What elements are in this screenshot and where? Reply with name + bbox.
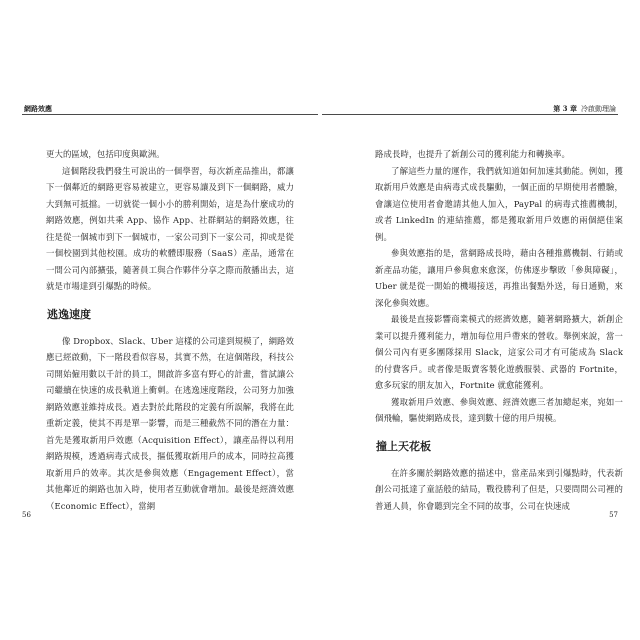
right-page — [375, 146, 623, 514]
header-rule-right — [322, 114, 618, 115]
page-number-left: 56 — [22, 511, 31, 519]
paragraph: 參與效應指的是，當網路成長時，藉由各種推薦機制、行銷或新產品功能，讓用戶參與愈來愈深，仿佛逐步擊敗「參與障礙」，Uber 就是從一開始的機場接送，再推出餐點外送，每日通勤，來深化參與效應。 — [375, 248, 623, 308]
chapter-label: 第 3 章 — [553, 104, 577, 113]
page-number-right: 57 — [609, 511, 618, 519]
paragraph: 這個階段我們發生可說出的一個學習，每次新產品推出，都讓下一個鄰近的網路更容易被建立，更容易讓及到下一個網路，威力大到無可抵擋。一切就從一個小小的勝利開始，這是為什麼成功的網路效應，例如共乘 App、協作 App、社群網站的網路效應，往往是從一個城市到下一個城市，一家公司到下一家公司，抑或是從一個校園到其他校園。成功的軟體即服務（SaaS）產品，通常在一間公司內部擴張，隨著員工與合作夥伴分享之際而散播出去，這就是市場達到引爆點的時候。 — [46, 165, 294, 291]
paragraph: 在許多關於網路效應的描述中，當產品來到引爆點時，代表新創公司抵達了童話般的結局，戰役勝利了但是，只要問問公司裡的普通人員，你會聽到完全不同的故事，公司在快速成 — [375, 467, 623, 511]
paragraph: 了解這些力量的運作，我們就知道如何加速其動能。例如，獲取新用戶效應是由病毒式成長驅動，一個正面的早期使用者體驗，會讓這位使用者會邀請其他人加入，PayPal 的病毒式推薦機制，或者 LinkedIn 的連結推薦，都是獲取新用戶效應的兩個絕佳案例。 — [375, 165, 623, 242]
paragraph: 路成長時，也提升了新創公司的獲利能力和轉換率。 — [375, 149, 570, 159]
left-page — [46, 146, 294, 514]
paragraph: 獲取新用戶效應、參與效應、經濟效應三者加總起來，宛如一個飛輪，驅使網路成長，達到數十億的用戶規模。 — [375, 396, 623, 423]
paragraph: 更大的區域，包括印度與歐洲。 — [46, 149, 165, 159]
paragraph: 最後是直接影響商業模式的經濟效應，隨著網路擴大，新創企業可以提升獲利能力，增加每位用戶帶來的營收。舉例來說，當一個公司內有更多團隊採用 Slack，這家公司才有可能成為 Slack 的付費客戶。或者像是販賣客製化遊戲服裝、武器的 Fortnite，愈多玩家的朋友加入，Fortnite 就愈能獲利。 — [375, 314, 623, 390]
section-heading: 逃逸速度 — [47, 307, 91, 321]
paragraph: 像 Dropbox、Slack、Uber 這樣的公司達到規模了，網路效應已經啟動，下一階段看似容易，其實不然，在這個階段，科技公司開始僱用數以千計的員工，開啟許多富有野心的計畫，嘗試讓公司繼續在快速的成長軌道上衝刺。在逃逸速度階段，公司努力加強網路效應並維持成長。過去對於此階段的定義有所誤解，我將在此重新定義，使其不再是單一影響，而是三種截然不同的潛在力量：首先是獲取新用戶效應（Acquisition Effect），讓產品得以利用網路規模，透過病毒式成長，摳低獲取新用戶的成本，同時拉高獲取新用戶的效率。其次是參與效應（Engagement Effect），當其他鄰近的網路也加入時，使用者互動就會增加。最後是經濟效應（Economic Effect），當網 — [46, 335, 294, 511]
header-rule-left — [22, 114, 318, 115]
running-head-right — [553, 105, 616, 113]
running-head-left: 網路效應 — [24, 104, 52, 113]
chapter-title: 冷啟動理論 — [581, 105, 616, 113]
section-heading: 撞上天花板 — [376, 439, 431, 453]
